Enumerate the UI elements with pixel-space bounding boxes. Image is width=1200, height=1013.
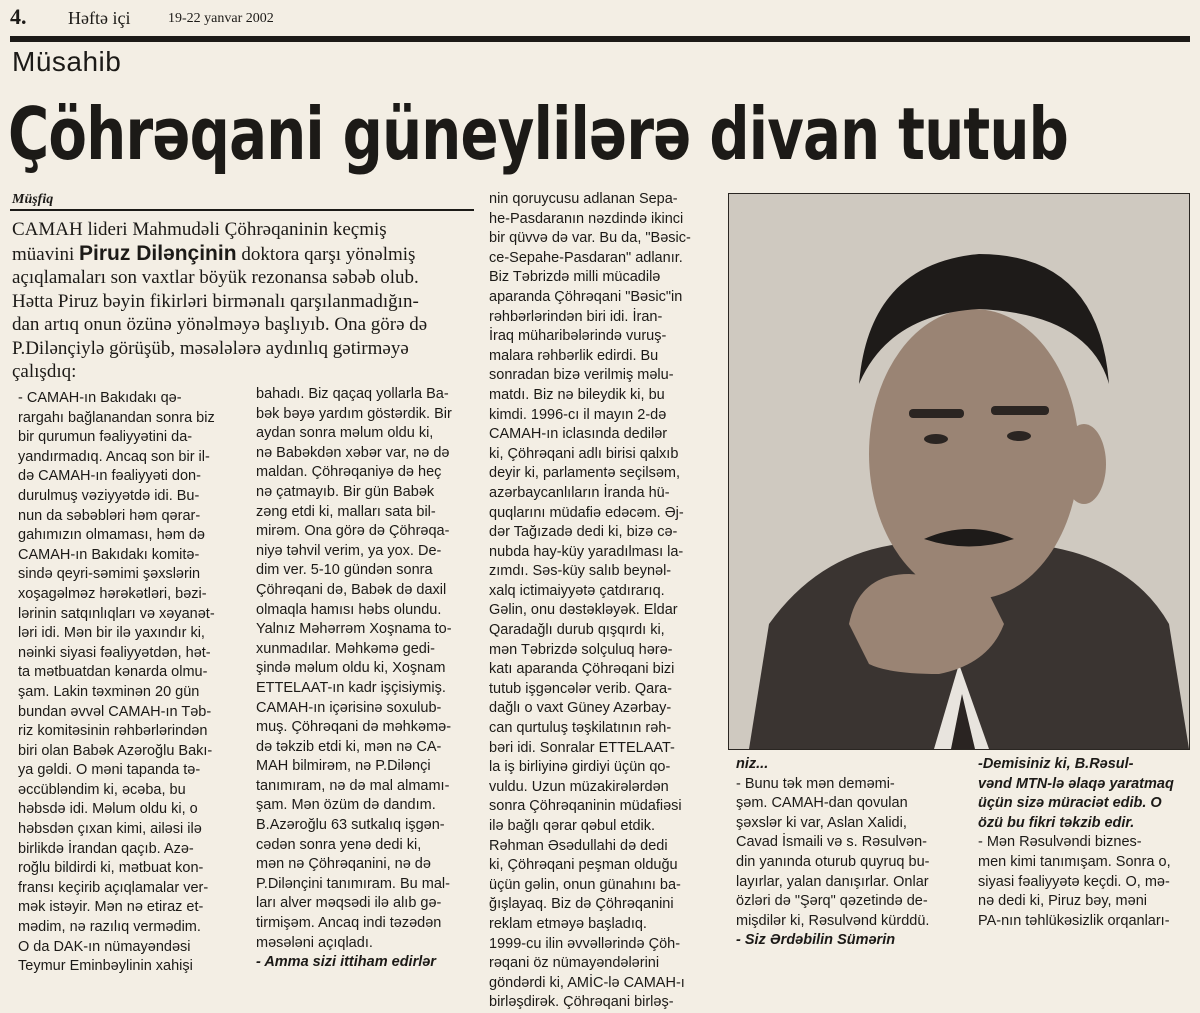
column-line: [256, 483, 476, 503]
column-line: [489, 366, 721, 386]
text-run: din yanında oturub quyruq bu-: [736, 853, 930, 870]
text-run: reklam etməyə başladıq.: [489, 915, 647, 932]
column-line: [489, 699, 721, 719]
column-line: [978, 853, 1200, 873]
column-line: [489, 249, 721, 269]
text-run: katı aparanda Çöhrəqani bizi: [489, 661, 675, 678]
column-line: [18, 526, 240, 546]
column-line: [256, 816, 476, 836]
text-run: də CAMAH-ın fəaliyyəti don-: [18, 468, 201, 485]
column-line: [489, 758, 721, 778]
newspaper-name: Həftə içi: [68, 8, 131, 28]
text-run: nun da səbəbləri həm qərar-: [18, 507, 201, 524]
column-line: [489, 856, 721, 876]
column-line: [489, 680, 721, 700]
text-run: - Bunu tək mən deməmi-: [736, 775, 895, 792]
text-run: cədən sonra yenə dedi ki,: [256, 836, 422, 853]
emphasis-text: vənd MTN-lə əlaqə yaratmaq: [978, 775, 1174, 792]
text-run: la iş birliyinə girdiyi üçün qo-: [489, 759, 671, 776]
byline: Müşfiq: [12, 192, 54, 207]
column-line: [489, 347, 721, 367]
column-line: [18, 859, 240, 879]
column-line: [18, 722, 240, 742]
text-run: sində qeyri-səmimi şəxslərin: [18, 566, 201, 583]
column-line: [489, 621, 721, 641]
text-run: CAMAH-ın Bakıdakı komitə-: [18, 546, 200, 563]
lead-paragraph: [12, 218, 472, 384]
article-column-4: [736, 755, 958, 951]
issue-date: 19-22 yanvar 2002: [168, 11, 274, 26]
column-line: [489, 406, 721, 426]
text-run: muş. Çöhrəqani də məhkəmə-: [256, 719, 452, 736]
text-run: bəri idi. Sonralar ETTELAAT-: [489, 739, 675, 756]
text-run: tanımıram, nə də mal almamı-: [256, 777, 450, 794]
column-line: [736, 833, 958, 853]
column-line: [978, 892, 1200, 912]
column-line: [489, 954, 721, 974]
text-run: siyasi fəaliyyətə keçdi. O, mə-: [978, 873, 1170, 890]
column-line: [18, 781, 240, 801]
text-run: Qaradağlı durub qışqırdı ki,: [489, 622, 665, 639]
text-run: ki, Çöhrəqani peşman olduğu: [489, 857, 678, 874]
text-run: rargahı bağlanandan sonra biz: [18, 409, 215, 426]
column-line: [256, 522, 476, 542]
column-line: [256, 699, 476, 719]
article-column-1: [18, 389, 240, 977]
portrait-photo-icon: [729, 194, 1189, 749]
emphasis-text: - Siz Ərdəbilin Sümərin: [736, 932, 896, 949]
text-run: layırlar, yalan danışırlar. Onlar: [736, 873, 929, 890]
column-line: [256, 679, 476, 699]
text-run: - Mən Rəsulvəndi biznes-: [978, 834, 1142, 851]
text-run: ləri idi. Mən bir ilə yaxındır ki,: [18, 625, 205, 642]
text-run: dər Tağızadə dedi ki, bizə cə-: [489, 524, 678, 541]
text-run: durulmuş vəziyyətdə idi. Bu-: [18, 487, 200, 504]
column-line: [18, 389, 240, 409]
lead-line: [12, 337, 472, 361]
text-run: Rəhman Əsədullahi də dedi: [489, 837, 668, 854]
text-run: men kimi tanımışam. Sonra o,: [978, 853, 1171, 870]
emphasis-text: - Amma sizi ittiham edirlər: [256, 954, 436, 971]
lead-line: [12, 266, 472, 290]
text-run: CAMAH-ın iclasında dedilər: [489, 426, 668, 443]
column-line: [18, 624, 240, 644]
emphasis-text: -Demisiniz ki, B.Rəsul-: [978, 756, 1134, 772]
text-run: doktora qarşı yönəlmiş: [236, 243, 416, 265]
text-run: xalq ictimaiyyətə çatdırarıq.: [489, 582, 665, 599]
column-line: [489, 190, 721, 210]
column-line: [978, 873, 1200, 893]
text-run: MAH bilmirəm, nə P.Dilənçi: [256, 758, 431, 775]
column-line: [18, 898, 240, 918]
column-line: [489, 484, 721, 504]
text-run: üçün gəlin, onun günahını ba-: [489, 876, 681, 893]
column-line: [978, 755, 1200, 775]
column-line: [18, 585, 240, 605]
column-line: [18, 742, 240, 762]
text-run: açıqlamaları son vaxtlar böyük rezonansa səbəb olub.: [12, 267, 419, 288]
emphasis-text: Piruz Dilənçinin: [79, 241, 237, 265]
text-run: bundan əvvəl CAMAH-ın Təb-: [18, 703, 212, 720]
text-run: riz komitəsinin rəhbərlərindən: [18, 723, 208, 740]
column-line: [978, 794, 1200, 814]
column-line: [256, 424, 476, 444]
column-line: [256, 444, 476, 464]
text-run: Gəlin, onu dəstəkləyək. Eldar: [489, 602, 678, 619]
text-run: əccübləndim ki, əcəba, bu: [18, 781, 186, 798]
text-run: İraq müharibələrində vuruş-: [489, 328, 667, 345]
text-run: niyə təhvil verim, ya yox. De-: [256, 542, 442, 559]
text-run: malara rəhbərlik edirdi. Bu: [489, 347, 659, 364]
text-run: ilə bağlı qərar qəbul etdik.: [489, 818, 656, 834]
text-run: mirəm. Ona görə də Çöhrəqa-: [256, 523, 450, 540]
text-run: P.Dilənçiylə görüşüb, məsələlərə aydınlıq gətirməyə: [12, 337, 409, 359]
text-run: deyir ki, parlamentə seçilsəm,: [489, 465, 680, 482]
column-line: [489, 562, 721, 582]
text-run: - CAMAH-ın Bakıdakı qə-: [18, 390, 182, 406]
text-run: birlikdə İrandan qaçıb. Azə-: [18, 840, 194, 857]
byline-rule: [10, 209, 474, 211]
text-run: nəinki siyasi fəaliyyətdən, hət-: [18, 644, 211, 661]
column-line: [978, 814, 1200, 834]
text-run: Teymur Eminbəylinin xahişi: [18, 958, 193, 975]
column-line: [256, 894, 476, 914]
column-line: [256, 503, 476, 523]
column-line: [256, 561, 476, 581]
page-number: 4.: [10, 4, 27, 29]
lead-line: [12, 360, 472, 384]
text-run: birləşdirək. Çöhrəqani birləş-: [489, 994, 674, 1011]
column-line: [489, 974, 721, 994]
text-run: bir qurumun fəaliyyətini da-: [18, 429, 193, 446]
text-run: ce-Sepahe-Pasdaran" adlanır.: [489, 249, 683, 266]
headline: Çöhrəqani güneylilərə divan tutub: [8, 92, 1069, 176]
text-run: gahımızın olmaması, həm də: [18, 527, 205, 544]
lead-line: [12, 242, 472, 267]
text-run: rəhbərlərindən biri idi. İran-: [489, 308, 663, 325]
text-run: he-Pasdaranın nəzdində ikinci: [489, 210, 684, 227]
text-run: müavini: [12, 243, 80, 265]
column-line: [256, 405, 476, 425]
text-run: mək istəyir. Mən nə etiraz et-: [18, 899, 204, 916]
column-line: [256, 581, 476, 601]
text-run: Yalnız Məhərrəm Xoşnama to-: [256, 621, 452, 638]
text-run: olmaqla hamısı həbs olundu.: [256, 601, 442, 618]
text-run: P.Dilənçini tanımıram. Bu mal-: [256, 875, 450, 892]
column-line: [489, 719, 721, 739]
column-line: [18, 918, 240, 938]
section-label: Müsahib: [12, 46, 122, 77]
text-run: Hətta Piruz bəyin fikirləri birmənalı qarşılanmadığın-: [12, 290, 419, 312]
column-line: [256, 934, 476, 954]
text-run: Çöhrəqani də, Babək də daxil: [256, 581, 447, 598]
column-line: [489, 268, 721, 288]
column-line: [18, 683, 240, 703]
column-line: [489, 445, 721, 465]
column-line: [489, 210, 721, 230]
lead-line: [12, 290, 472, 314]
text-run: şam. Mən özüm də dandım.: [256, 797, 436, 814]
column-line: [18, 703, 240, 723]
column-line: [978, 833, 1200, 853]
column-line: [18, 840, 240, 860]
text-run: xoşagəlməz hərəkətləri, bəzi-: [18, 585, 207, 602]
column-line: [256, 777, 476, 797]
column-line: [736, 775, 958, 795]
column-line: [489, 464, 721, 484]
text-run: də təkzib etdi ki, mən nə CA-: [256, 738, 442, 755]
column-line: [489, 523, 721, 543]
text-run: B.Azəroğlu 63 sutkalıq işgən-: [256, 817, 445, 834]
text-run: bahadı. Biz qaçaq yollarla Ba-: [256, 386, 449, 402]
text-run: fransı keçirib açıqlamalar ver-: [18, 879, 209, 896]
text-run: ta mətbuatdan kənarda olmu-: [18, 664, 208, 681]
column-line: [18, 428, 240, 448]
text-run: ğışlayaq. Biz də Çöhrəqanini: [489, 896, 674, 913]
text-run: quqlarını müdafiə edəcəm. Əj-: [489, 504, 684, 521]
text-run: şəxslər ki var, Aslan Xalidi,: [736, 814, 907, 831]
column-line: [736, 814, 958, 834]
text-run: Biz Təbrizdə milli mücadilə: [489, 269, 661, 286]
column-line: [18, 487, 240, 507]
column-line: [489, 641, 721, 661]
column-line: [489, 837, 721, 857]
column-line: [18, 761, 240, 781]
article-column-2: [256, 385, 476, 973]
column-line: [256, 385, 476, 405]
text-run: zımdı. Səs-küy salıb beynəl-: [489, 563, 672, 580]
text-run: aydan sonra məlum oldu ki,: [256, 425, 434, 442]
text-run: həbsdən çıxan kimi, ailəsi ilə: [18, 821, 202, 838]
text-run: PA-nın təhlükəsizlik orqanları-: [978, 912, 1170, 929]
column-line: [978, 775, 1200, 795]
column-line: [18, 800, 240, 820]
lead-line: [12, 313, 472, 337]
text-run: nubda hay-küy yaradılması la-: [489, 543, 684, 560]
column-line: [18, 957, 240, 977]
text-run: özləri də "Şərq" qəzetində de-: [736, 893, 928, 910]
text-run: ETTELAAT-ın kadr işçisiymiş.: [256, 679, 446, 696]
text-run: tirmişəm. Ancaq indi təzədən: [256, 915, 442, 932]
lead-line: [12, 218, 472, 242]
text-run: nə Babəkdən xəbər var, nə də: [256, 444, 450, 461]
page-header: [0, 0, 1200, 38]
column-line: [489, 993, 721, 1013]
column-line: [256, 855, 476, 875]
column-line: [18, 546, 240, 566]
text-run: roğlu bildirdi ki, mətbuat kon-: [18, 860, 204, 877]
column-line: [736, 853, 958, 873]
column-line: [736, 794, 958, 814]
column-line: [489, 425, 721, 445]
text-run: mən Təbrizdə solçuluq hərə-: [489, 641, 673, 658]
column-line: [489, 817, 721, 837]
column-line: [256, 601, 476, 621]
column-line: [18, 409, 240, 429]
text-run: 1999-cu ilin əvvəllərində Çöh-: [489, 935, 681, 952]
text-run: bir qüvvə də var. Bu da, "Bəsic-: [489, 230, 691, 247]
column-line: [18, 820, 240, 840]
column-line: [256, 718, 476, 738]
column-line: [256, 875, 476, 895]
text-run: mədim, nə razılıq vermədim.: [18, 919, 201, 936]
text-run: xunmadılar. Məhkəmə gedi-: [256, 640, 435, 657]
text-run: dan artıq onun özünə yönəlməyə başlıyıb. Ona görə də: [12, 314, 428, 335]
text-run: mişdilər ki, Rəsulvənd kürddü.: [736, 912, 930, 929]
column-line: [489, 582, 721, 602]
column-line: [256, 836, 476, 856]
text-run: biri olan Babək Azəroğlu Bakı-: [18, 742, 213, 759]
column-line: [489, 386, 721, 406]
emphasis-text: niz...: [736, 756, 769, 772]
column-line: [256, 796, 476, 816]
emphasis-text: üçün sizə müraciət edib. O: [978, 795, 1162, 812]
text-run: lərinin satqınlıqları və xəyanət-: [18, 605, 215, 622]
text-run: aparanda Çöhrəqani "Bəsic"in: [489, 288, 683, 305]
text-run: dim ver. 5-10 gündən sonra: [256, 562, 433, 579]
header-rule: [10, 36, 1190, 42]
column-line: [256, 738, 476, 758]
text-run: Cavad İsmaili və s. Rəsulvən-: [736, 834, 927, 851]
text-run: ki, Çöhrəqani adlı birisi qalxıb: [489, 445, 679, 462]
column-line: [18, 467, 240, 487]
text-run: rəqani öz nümayəndələrini: [489, 955, 660, 972]
text-run: CAMAH lideri Mahmudəli Çöhrəqaninin keçmiş: [12, 219, 387, 240]
text-run: nə dedi ki, Piruz bəy, məni: [978, 893, 1147, 910]
column-line: [256, 542, 476, 562]
column-line: [736, 892, 958, 912]
column-line: [489, 229, 721, 249]
text-run: çalışdıq:: [12, 361, 77, 382]
column-line: [489, 543, 721, 563]
portrait-photo: [728, 193, 1190, 750]
text-run: mən nə Çöhrəqanini, nə də: [256, 856, 431, 873]
column-line: [489, 739, 721, 759]
column-line: [256, 659, 476, 679]
text-run: ları alver məqsədi ilə alıb gə-: [256, 895, 442, 912]
column-line: [18, 507, 240, 527]
text-run: tutub işgəncələr verib. Qara-: [489, 680, 672, 697]
column-line: [978, 912, 1200, 932]
text-run: yandırmadıq. Ancaq son bir il-: [18, 448, 210, 465]
column-line: [256, 757, 476, 777]
text-run: şində məlum oldu ki, Xoşnam: [256, 660, 446, 677]
text-run: maldan. Çöhrəqaniyə də heç: [256, 464, 442, 481]
text-run: şəm. CAMAH-dan qovulan: [736, 795, 908, 812]
text-run: dağlı o vaxt Güney Azərbay-: [489, 700, 672, 717]
text-run: sonra Çöhrəqaninin müdafiəsi: [489, 798, 682, 815]
text-run: matdı. Biz nə bileydik ki, bu: [489, 386, 665, 403]
column-line: [736, 912, 958, 932]
column-line: [489, 327, 721, 347]
column-line: [489, 504, 721, 524]
article-column-3: [489, 190, 721, 1013]
text-run: zəng etdi ki, malları sata bil-: [256, 503, 436, 520]
column-line: [489, 778, 721, 798]
column-line: [736, 755, 958, 775]
column-line: [489, 915, 721, 935]
column-line: [18, 644, 240, 664]
text-run: O da DAK-ın nümayəndəsi: [18, 938, 191, 955]
text-run: sonradan bizə verilmiş məlu-: [489, 367, 674, 384]
text-run: nin qoruycusu adlanan Sepa-: [489, 191, 678, 207]
column-line: [489, 288, 721, 308]
column-line: [489, 797, 721, 817]
text-run: can qurtuluş təşkilatının rəh-: [489, 720, 672, 737]
text-run: ya gəldi. O məni tapanda tə-: [18, 762, 201, 779]
text-run: nə çatmayıb. Bir gün Babək: [256, 483, 435, 500]
column-line: [18, 663, 240, 683]
column-line: [489, 935, 721, 955]
column-line: [18, 938, 240, 958]
column-line: [256, 953, 476, 973]
text-run: şam. Lakin təxminən 20 gün: [18, 683, 200, 700]
column-line: [489, 876, 721, 896]
column-line: [256, 914, 476, 934]
column-line: [18, 448, 240, 468]
column-line: [489, 601, 721, 621]
column-line: [256, 640, 476, 660]
column-line: [489, 308, 721, 328]
column-line: [256, 463, 476, 483]
text-run: kimdi. 1996-cı il mayın 2-də: [489, 406, 667, 423]
emphasis-text: özü bu fikri təkzib edir.: [978, 814, 1135, 831]
text-run: CAMAH-ın içərisinə soxulub-: [256, 699, 442, 716]
column-line: [489, 660, 721, 680]
text-run: vuldu. Uzun müzakirələrdən: [489, 778, 669, 795]
text-run: həbsdə idi. Məlum oldu ki, o: [18, 801, 198, 818]
column-line: [18, 605, 240, 625]
text-run: məsələni açıqladı.: [256, 934, 373, 951]
text-run: bək bəyə yardım göstərdik. Bir: [256, 405, 452, 422]
article-column-5: [978, 755, 1200, 931]
column-line: [489, 895, 721, 915]
column-line: [736, 873, 958, 893]
column-line: [256, 620, 476, 640]
column-line: [736, 931, 958, 951]
column-line: [18, 565, 240, 585]
column-line: [18, 879, 240, 899]
text-run: göndərdi ki, AMİC-lə CAMAH-ı: [489, 974, 685, 991]
text-run: azərbaycanlıların İranda hü-: [489, 484, 670, 501]
